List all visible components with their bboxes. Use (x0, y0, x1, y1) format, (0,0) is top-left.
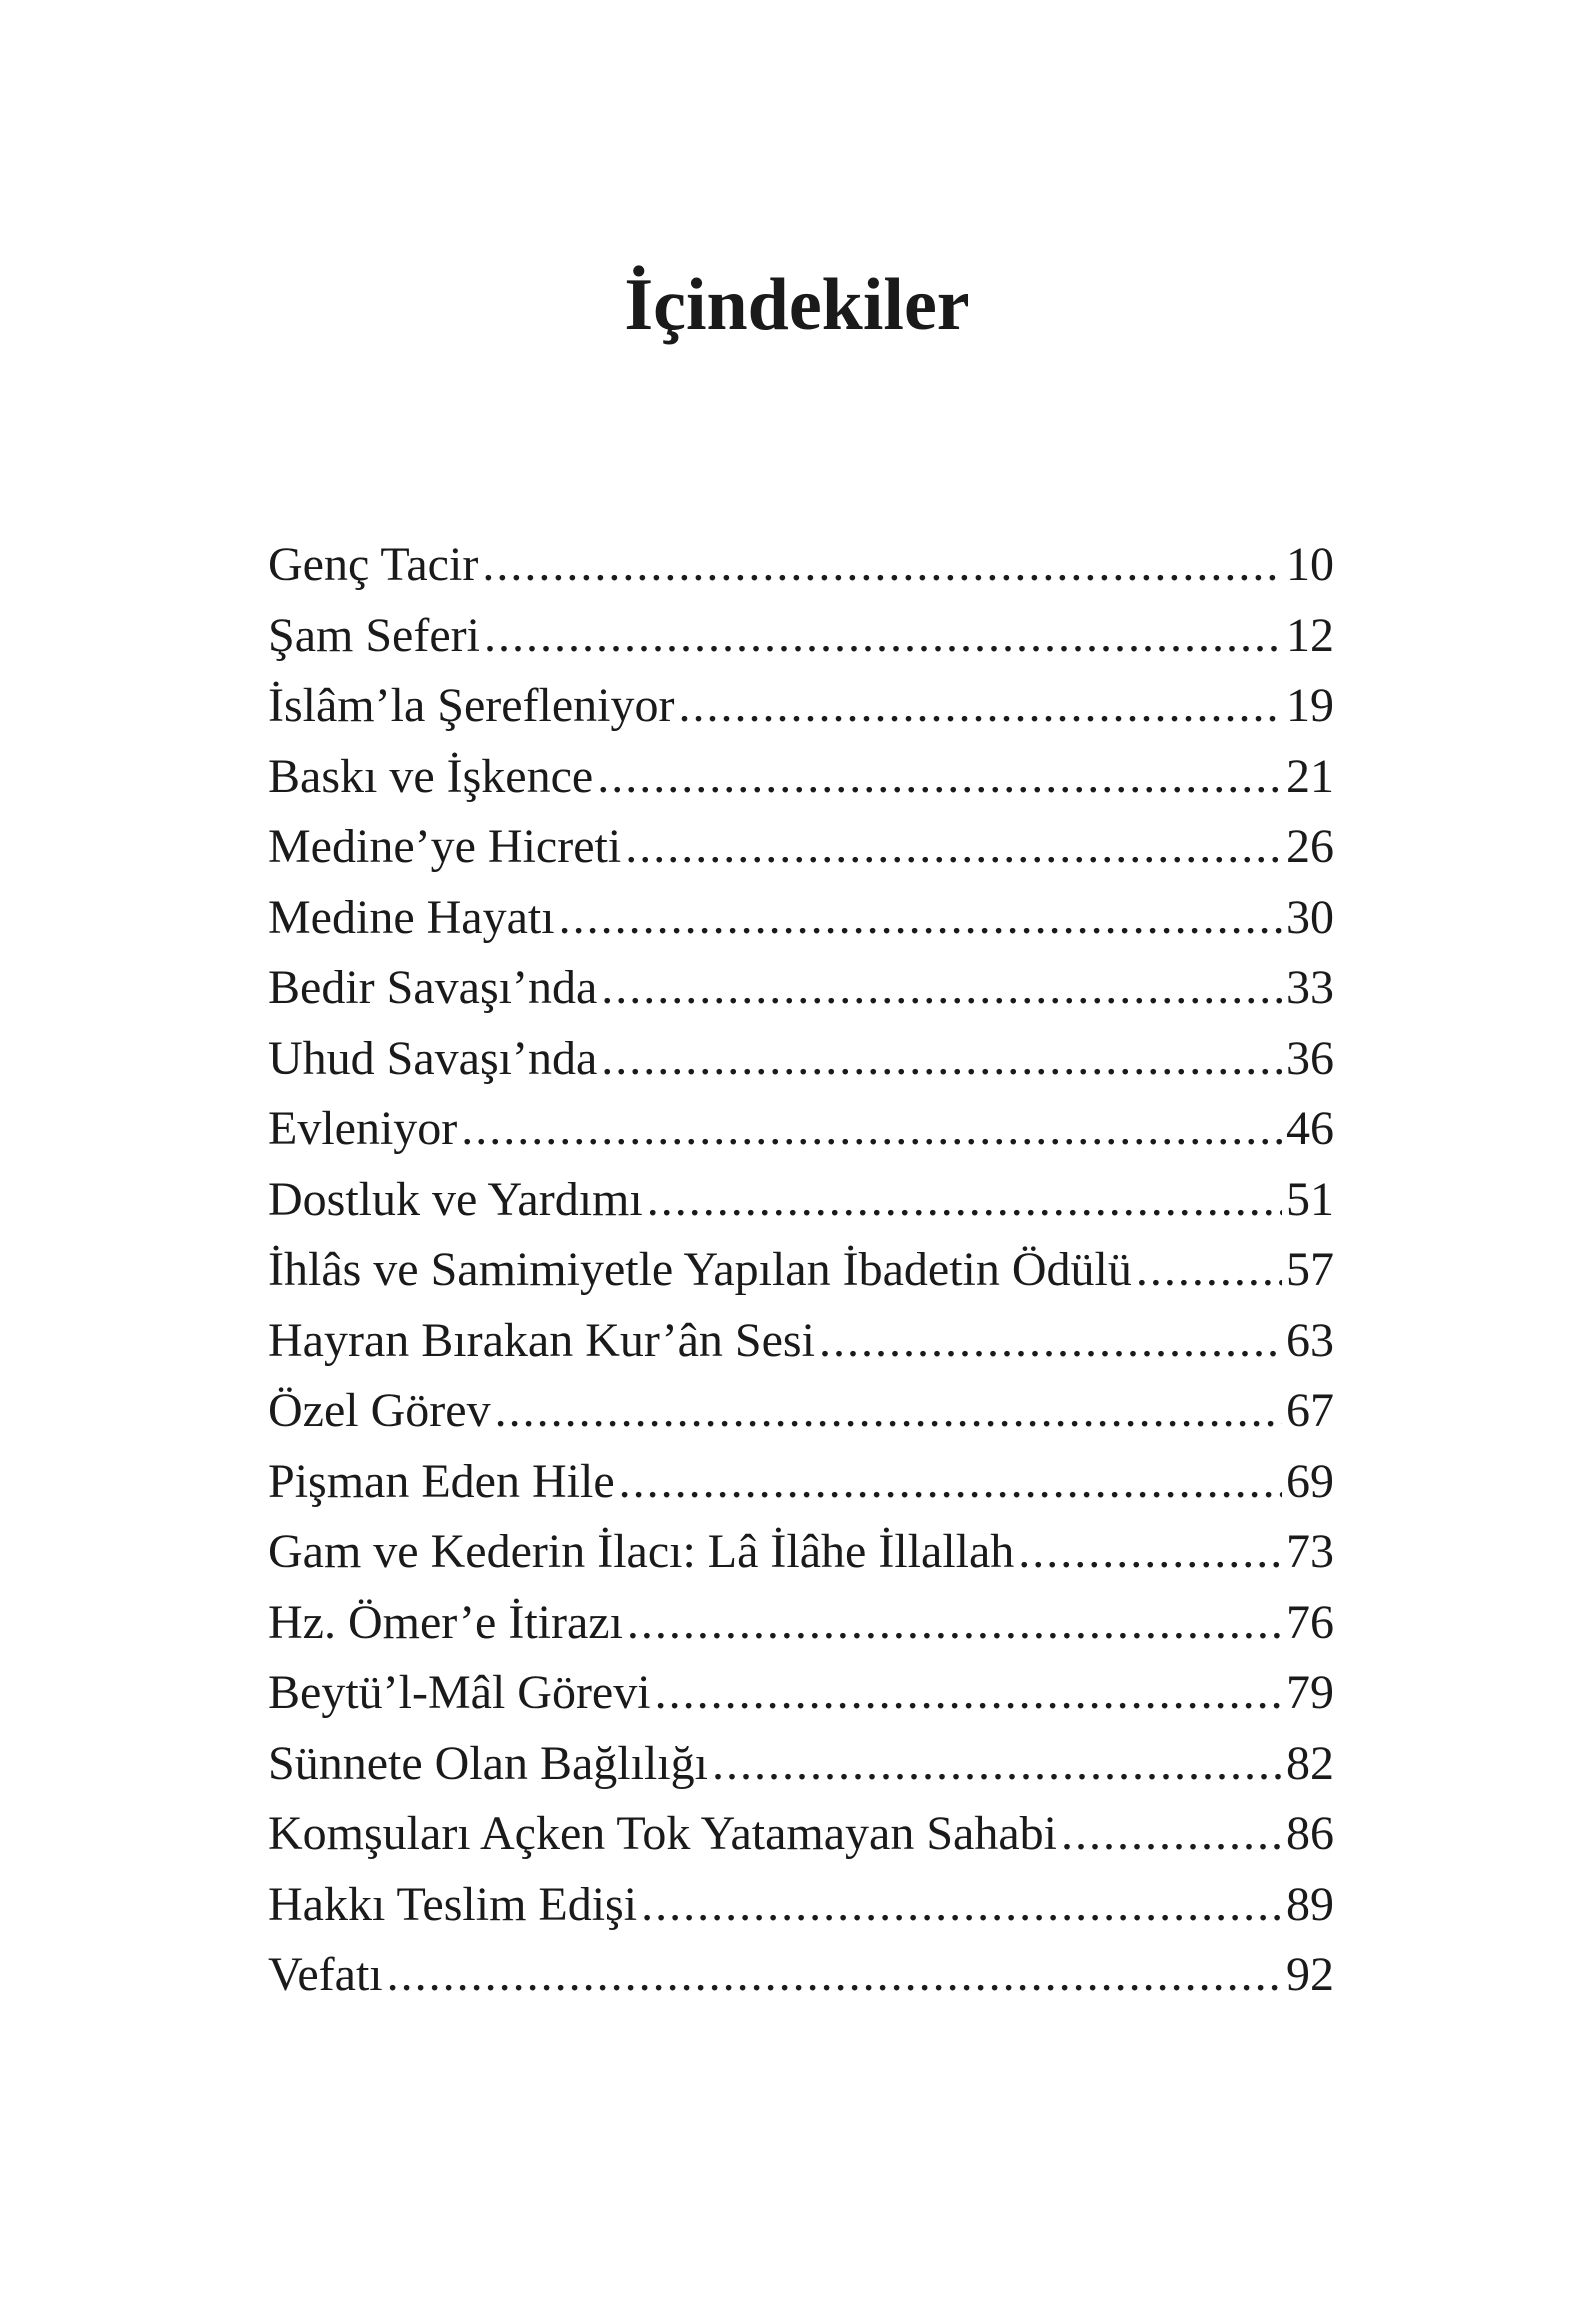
dot-leader (1136, 1235, 1282, 1306)
toc-entry-title: İhlâs ve Samimiyetle Yapılan İbadetin Ödülü (268, 1243, 1132, 1296)
toc-entry-page: 63 (1286, 1313, 1334, 1367)
dot-leader (559, 883, 1282, 954)
dot-leader (1061, 1799, 1282, 1870)
toc-entry[interactable] (268, 1024, 1334, 1095)
toc-entry-title: Medine’ye Hicreti (268, 820, 622, 873)
toc-entry[interactable] (268, 1306, 1334, 1377)
toc-entry-page: 51 (1286, 1172, 1334, 1226)
toc-entry-title: Beytü’l-Mâl Görevi (268, 1666, 651, 1719)
toc-entry[interactable] (268, 601, 1334, 672)
toc-entry-page: 46 (1286, 1102, 1334, 1155)
dot-leader (655, 1658, 1282, 1729)
toc-entry-title: Bedir Savaşı’nda (268, 961, 598, 1014)
toc-entry-page: 79 (1286, 1666, 1334, 1719)
toc-entry-page: 21 (1286, 749, 1334, 803)
toc-entry[interactable] (268, 1940, 1334, 2011)
dot-leader (647, 1165, 1282, 1236)
toc-entry[interactable] (268, 1235, 1334, 1306)
toc-entry-title: Sünnete Olan Bağlılığı (268, 1736, 708, 1790)
toc-entry[interactable] (268, 1094, 1334, 1165)
toc-entry-page: 30 (1286, 890, 1334, 944)
toc-entry-title: Uhud Savaşı’nda (268, 1031, 598, 1085)
toc-entry[interactable] (268, 1729, 1334, 1800)
toc-entry-page: 36 (1286, 1031, 1334, 1085)
toc-entry[interactable] (268, 812, 1334, 883)
toc-entry[interactable] (268, 1588, 1334, 1659)
dot-leader (601, 953, 1282, 1024)
toc-entry-page: 26 (1286, 820, 1334, 873)
toc-entry-page: 33 (1286, 961, 1334, 1014)
toc-entry-page: 69 (1286, 1454, 1334, 1508)
toc-entry[interactable] (268, 671, 1334, 742)
dot-leader (625, 812, 1282, 883)
toc-entry-title: Şam Seferi (268, 608, 480, 662)
dot-leader (819, 1306, 1282, 1377)
toc-entry-title: İslâm’la Şerefleniyor (268, 679, 675, 732)
toc-entry[interactable] (268, 530, 1334, 601)
toc-entry[interactable] (268, 1870, 1334, 1941)
dot-leader (679, 671, 1283, 742)
toc-entry-title: Dostluk ve Yardımı (268, 1172, 643, 1226)
toc-entry-title: Evleniyor (268, 1102, 458, 1155)
toc-entry-page: 86 (1286, 1807, 1334, 1860)
toc-entry-page: 82 (1286, 1736, 1334, 1790)
dot-leader (1018, 1517, 1282, 1588)
toc-entry-page: 76 (1286, 1595, 1334, 1649)
toc-entry-title: Gam ve Kederin İlacı: Lâ İlâhe İllallah (268, 1525, 1015, 1578)
dot-leader (387, 1940, 1282, 2011)
toc-entry-title: Vefatı (268, 1948, 383, 2001)
dot-leader (495, 1376, 1282, 1447)
dot-leader (619, 1447, 1282, 1518)
toc-entry-page: 92 (1286, 1948, 1334, 2001)
toc-entry-page: 67 (1286, 1384, 1334, 1437)
toc-entry[interactable] (268, 1658, 1334, 1729)
toc-entry-page: 57 (1286, 1243, 1334, 1296)
dot-leader (712, 1729, 1282, 1800)
toc-entry-title: Komşuları Açken Tok Yatamayan Sahabi (268, 1807, 1057, 1860)
toc-entry[interactable] (268, 953, 1334, 1024)
toc-entry-title: Pişman Eden Hile (268, 1454, 615, 1508)
toc-entry-title: Hz. Ömer’e İtirazı (268, 1595, 623, 1649)
toc-entry-page: 89 (1286, 1877, 1334, 1931)
toc-entry[interactable] (268, 742, 1334, 813)
dot-leader (597, 742, 1282, 813)
toc-entry[interactable] (268, 1447, 1334, 1518)
dot-leader (627, 1588, 1282, 1659)
toc-entry[interactable] (268, 883, 1334, 954)
page-title: İçindekiler (624, 264, 970, 346)
toc-entry[interactable] (268, 1517, 1334, 1588)
toc-entry-title: Hayran Bırakan Kur’ân Sesi (268, 1313, 815, 1367)
toc-entry[interactable] (268, 1376, 1334, 1447)
dot-leader (641, 1870, 1282, 1941)
toc-entry-page: 19 (1286, 679, 1334, 732)
toc-entry-title: Baskı ve İşkence (268, 749, 594, 803)
toc-entry[interactable] (268, 1799, 1334, 1870)
toc-entry-title: Genç Tacir (268, 538, 479, 591)
toc-entry-page: 12 (1286, 608, 1334, 662)
dot-leader (601, 1024, 1282, 1095)
dot-leader (482, 530, 1282, 601)
toc-entry-page: 10 (1286, 538, 1334, 591)
toc-entry-page: 73 (1286, 1525, 1334, 1578)
toc-entry-title: Hakkı Teslim Edişi (268, 1877, 638, 1931)
dot-leader (461, 1094, 1282, 1165)
dot-leader (484, 601, 1282, 672)
toc-entry-title: Özel Görev (268, 1384, 491, 1437)
table-of-contents (268, 530, 1334, 2011)
toc-entry[interactable] (268, 1165, 1334, 1236)
toc-entry-title: Medine Hayatı (268, 890, 555, 944)
